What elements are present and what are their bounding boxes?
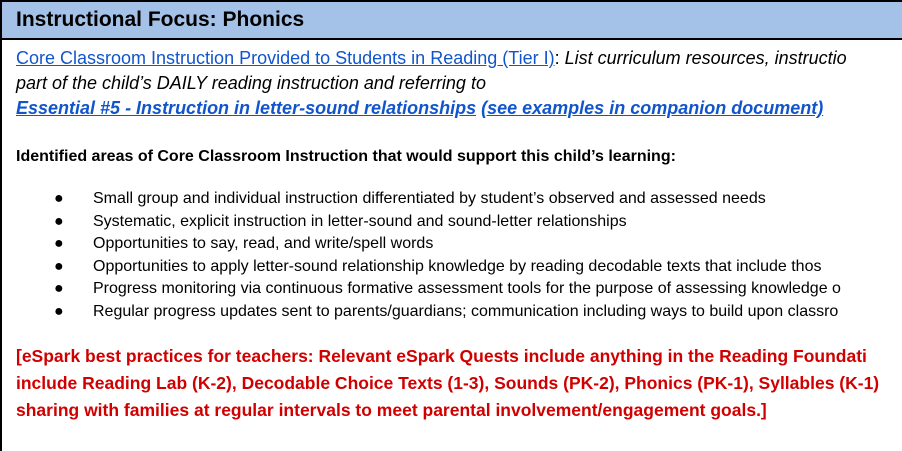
instruction-bullet-list <box>16 188 902 323</box>
list-item <box>16 211 902 234</box>
list-item <box>16 256 902 279</box>
section-title: Instructional Focus: Phonics <box>16 8 305 31</box>
espark-note-line-1: [eSpark best practices for teachers: Relevant eSpark Quests include anything in the Reading Foundati <box>16 346 867 366</box>
core-instruction-description-line2: part of the child’s DAILY reading instruction and referring to <box>16 73 486 93</box>
companion-document-link[interactable]: (see examples in companion document) <box>481 98 824 118</box>
list-item-text: Regular progress updates sent to parents/guardians; communication including ways to build upon classro <box>93 302 839 320</box>
core-instruction-separator: : <box>554 48 565 68</box>
espark-note-line-3: sharing with families at regular intervals to meet parental involvement/engagement goals.] <box>16 400 767 420</box>
list-item <box>16 188 902 211</box>
list-item <box>16 301 902 324</box>
essential-5-link[interactable]: Essential #5 - Instruction in letter-sound relationships <box>16 98 477 118</box>
espark-best-practices-note <box>16 343 902 424</box>
espark-note-line-2: include Reading Lab (K-2), Decodable Choice Texts (1-3), Sounds (PK-2), Phonics (PK-1), Syllables (K-1) <box>16 373 880 393</box>
list-item-text: Opportunities to apply letter-sound relationship knowledge by reading decodable texts that include thos <box>93 257 822 275</box>
bullet-icon: ● <box>54 280 64 297</box>
essential-line <box>16 96 902 121</box>
core-instruction-link[interactable]: Core Classroom Instruction Provided to Students in Reading (Tier I) <box>16 48 555 68</box>
table-body <box>2 40 902 424</box>
list-item-text: Systematic, explicit instruction in letter-sound and sound-letter relationships <box>93 212 627 230</box>
bullet-icon: ● <box>54 190 64 207</box>
list-item-text: Small group and individual instruction differentiated by student’s observed and assessed needs <box>93 190 766 207</box>
bullet-icon: ● <box>54 212 64 230</box>
list-item-text: Opportunities to say, read, and write/spell words <box>93 235 434 252</box>
bullet-icon: ● <box>54 257 64 275</box>
list-item <box>16 233 902 256</box>
list-item <box>16 278 902 301</box>
bullet-icon: ● <box>54 235 64 252</box>
list-item-text: Progress monitoring via continuous formative assessment tools for the purpose of assessing knowledge o <box>93 280 841 297</box>
core-instruction-line <box>16 46 902 71</box>
areas-heading: Identified areas of Core Classroom Instruction that would support this child’s learning: <box>16 148 676 165</box>
core-instruction-description: List curriculum resources, instructio <box>564 48 847 68</box>
bullet-icon: ● <box>54 302 64 320</box>
table-header <box>2 2 902 40</box>
